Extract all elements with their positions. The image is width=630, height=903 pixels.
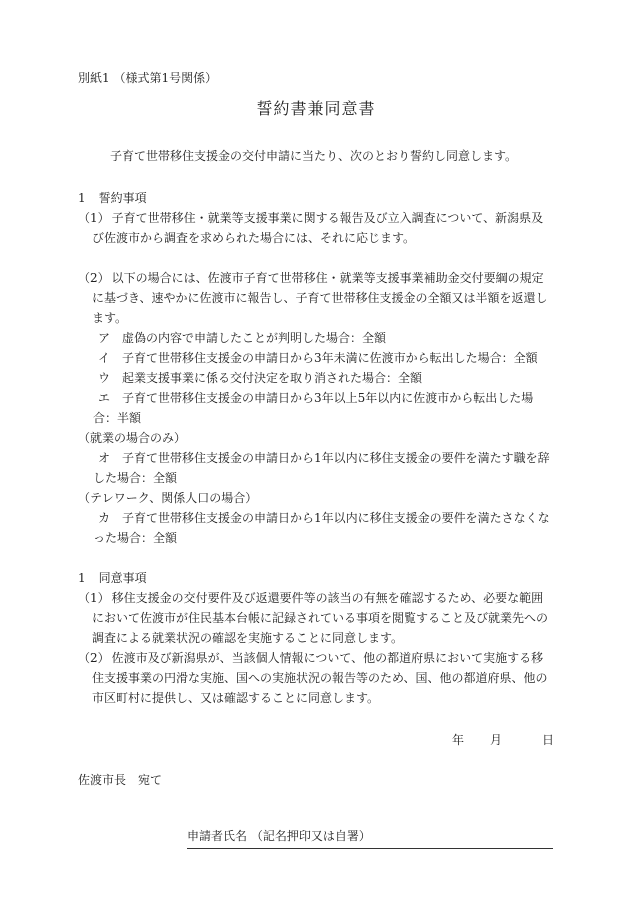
- date-line: [78, 730, 554, 750]
- pledge-item-2-text: 以下の場合には、佐渡市子育て世帯移住・就業等支援事業補助金交付要綱の規定に基づき、速やかに佐渡市に報告し、子育て世帯移住支援金の全額又は半額を返還します。: [92, 271, 548, 325]
- return-case-a: [78, 328, 554, 348]
- pledge-item-1-label: （1）: [78, 211, 110, 225]
- year-label: 年: [451, 733, 464, 747]
- telework-note: （テレワーク、関係人口の場合）: [78, 491, 258, 505]
- pledge-item-1: [78, 208, 554, 248]
- consent-section-title: 同意事項: [98, 571, 147, 585]
- pledge-item-2: [78, 268, 554, 328]
- signature-label: 申請者氏名 （記名押印又は自署）: [187, 829, 371, 843]
- consent-item-1-text: 移住支援金の交付要件及び返還要件等の該当の有無を確認するため、必要な範囲において佐渡市が住民基本台帳に記録されている事項を閲覧すること及び就業先への調査による就業状況の確認を実施することに同意します。: [92, 591, 549, 645]
- pledge-section-heading: [78, 188, 554, 208]
- return-case-o-marker: オ: [98, 451, 111, 465]
- addressee-line: 佐渡市長 宛て: [78, 773, 163, 787]
- pledge-section-title: 誓約事項: [98, 191, 147, 205]
- consent-item-2: [78, 648, 554, 708]
- consent-section-heading: [78, 568, 554, 588]
- consent-section-number: 1: [78, 571, 86, 585]
- consent-item-2-label: （2）: [78, 651, 110, 665]
- return-case-e-text: 子育て世帯移住支援金の申請日から3年以上5年以内に佐渡市から転出した場合：半額: [93, 391, 534, 425]
- return-case-a-text: 虚偽の内容で申請したことが判明した場合：全額: [122, 331, 387, 345]
- day-label: 日: [541, 733, 554, 747]
- return-case-i: [78, 348, 554, 368]
- return-case-i-marker: イ: [98, 351, 111, 365]
- return-case-ka-text: 子育て世帯移住支援金の申請日から1年以内に移住支援金の要件を満たさなくなった場合：全額: [93, 511, 550, 545]
- attachment-note: 別紙1 （様式第1号関係）: [78, 71, 218, 85]
- pledge-section-number: 1: [78, 191, 86, 205]
- employment-note: （就業の場合のみ）: [78, 431, 187, 445]
- consent-item-1: [78, 588, 554, 648]
- return-case-ka-marker: カ: [98, 511, 111, 525]
- consent-item-1-label: （1）: [78, 591, 110, 605]
- return-case-i-text: 子育て世帯移住支援金の申請日から3年未満に佐渡市から転出した場合：全額: [122, 351, 538, 365]
- return-case-u: [78, 368, 554, 388]
- return-case-o: [78, 448, 554, 488]
- pledge-item-2-label: （2）: [78, 271, 110, 285]
- return-case-e: [78, 388, 554, 428]
- return-case-a-marker: ア: [98, 331, 111, 345]
- month-label: 月: [489, 733, 502, 747]
- document-title: 誓約書兼同意書: [256, 99, 376, 118]
- intro-statement: 子育て世帯移住支援金の交付申請に当たり、次のとおり誓約し同意します。: [110, 149, 518, 163]
- consent-item-2-text: 佐渡市及び新潟県が、当該個人情報について、他の都道府県において実施する移住支援事業の円滑な実施、国への実施状況の報告等のため、国、他の都道府県、他の市区町村に提供し、又は確認することに同意します。: [92, 651, 548, 705]
- return-case-u-text: 起業支援事業に係る交付決定を取り消された場合：全額: [122, 371, 423, 385]
- return-case-u-marker: ウ: [98, 371, 111, 385]
- return-case-o-text: 子育て世帯移住支援金の申請日から1年以内に移住支援金の要件を満たす職を辞した場合：全額: [93, 451, 550, 485]
- pledge-item-1-text: 子育て世帯移住・就業等支援事業に関する報告及び立入調査について、新潟県及び佐渡市から調査を求められた場合には、それに応じます。: [92, 211, 544, 245]
- return-case-e-marker: エ: [98, 391, 111, 405]
- return-case-ka: [78, 508, 554, 548]
- signature-line: [187, 826, 553, 849]
